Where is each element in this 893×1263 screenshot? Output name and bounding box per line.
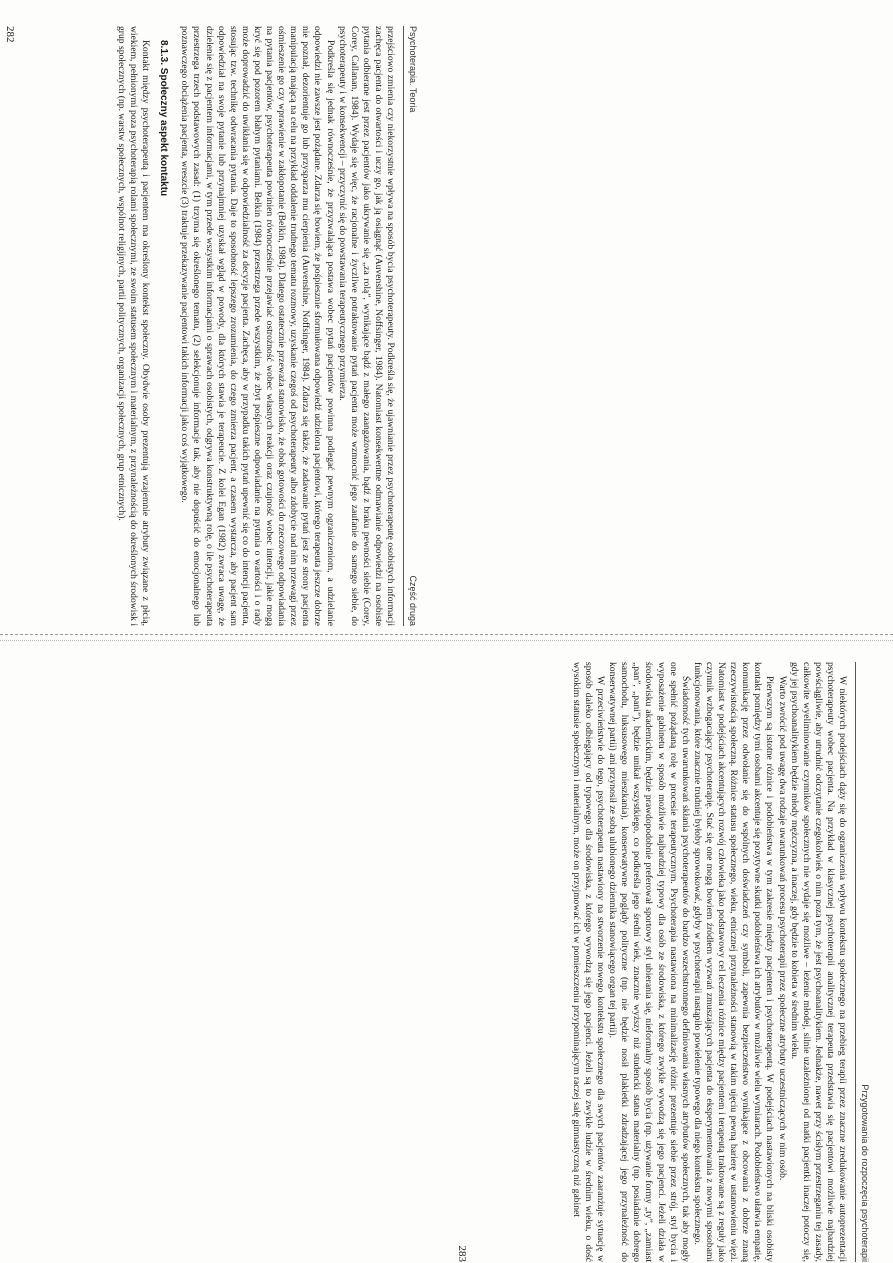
running-head-part: Część druga xyxy=(408,575,418,626)
running-head xyxy=(403,26,420,626)
paragraph: Świadomość tych uwarunkowań skłania psychoterapeutów do bardzo wszechstronnego definiowania własnych atrybutów społecznych, tak aby mogły one spełnić pożądaną rolę w procesie terapeutycznym. Psychoterapia nastawiona na minimalizację różnic prezentuje siebie przez strój, styl bycia i wyposażenie gabinetu w sposób możliwie najbardziej typowy dla osób ze środowiska, z którego zwykle wywodzą się jego pacjenci. Jeżeli działa w środowisku akademickim, będzie prawdopodobnie preferował sportowy styl ubierania się, nieformalny sposób bycia (np. używanie formy „ty”, „zamiast „pan”, „pani”), będzie unikał wszystkiego, co podkreśla jego średni wiek, znacznie wyższy niż studencki status materialny (np. posiadanie dobrego samochodu, luksusowego mieszkania), konserwatywne poglądy polityczne (np. nie będzie nosił plakietki zdradzającej jego przynależność do konserwatywnej partii) ani przynosił ze sobą ulubionego dziennika stanowiącego organ tej partii). xyxy=(607,662,691,1262)
paragraph: Warto zwrócić pod uwagę dwa rodzaje uwarunkowań procesu psychoterapii przez społeczne atrybuty uczestniczących w nim osób. xyxy=(776,676,788,1181)
page-body xyxy=(20,26,396,626)
section-heading: 8.1.3. Społeczny aspekt kontaktu xyxy=(158,40,170,197)
paragraph: Kontakt między psychoterapeutą i pacjentem ma określony kontekst społeczny. Obydwie osoby prezentują wzajemnie atrybuty związane z płcią, wiekiem, pełnionymi poza psychoterapią rolami społecznymi, ze swoim statusem społecznym i materialnym, z przynależnością do określonych środowisk i grup społecznych (np. warstw społecznych, wspólnot religijnych, partii politycznych, organizacji społecznych, grup etnicznych). xyxy=(116,26,152,626)
page-number: 282 xyxy=(4,26,16,43)
paragraph: przejściowo zmienia czy niekorzystnie wpływa na sposób bycia psychoterapeuty. Podkreśla się, że ujawnianie przez psychoterapeutę osobistych informacji zachęca pacjenta do otwartości i uczy go, jak ją osiągnąć (Auvenshine, Noffsinger, 1984). Natomiast konsekwentne odmawianie odpowiedzi na osobiste pytania odbierane jest przez pacjentów jako ukrywanie się „za rolą”, wynikające bądź z małego zaangażowania, bądź z braku pewności siebie (Corey, Corey, Callanan, 1984). Wydaje się więc, że racjonalne i życzliwe potraktowanie pytań pacjenta może wzmocnić jego zaufanie do samego siebie, do psychoterapeuty i w konsekwencji – przyczynić się do powstawania terapeutycznego przymierza. xyxy=(336,26,396,626)
paragraph: W niektórych podejściach dąży się do ograniczenia wpływu kontekstu społecznego na przebieg terapii przez znaczne zredukowanie autoprezentacji psychoterapeuty wobec pacjenta. Na przykład w klasycznej psychoterapii analitycznej terapeuta przedstawia się pacjentowi możliwie najbardziej powściągliwie, aby utrudnić odczytanie czegokolwiek o nim poza tym, że jest psychoanalitykiem. Jednakże, nawet przy ścisłym przestrzeganiu tej zasady, całkowite wyeliminowanie czynników społecznych nie wydaje się możliwe – leżenie młodej, silnie uzależnionej od matki pacjentki inaczej potoczy się, gdy jej psychoanalitykiem będzie młody mężczyzna, a inaczej, gdy będzie to kobieta w średnim wieku. xyxy=(788,662,848,1262)
running-head-book-title: Psychoterapia. Teoria xyxy=(408,26,418,113)
paragraph: Podkreśla się jednak równocześnie, że przyzwalająca postawa wobec pytań pacjentów powinna podlegać pewnym ograniczeniom, a udzielanie odpowiedzi nie zawsze jest pożądane. Zdarza się bowiem, że pośpiesznie sformułowana odpowiedź udzielona pacjentowi, którego terapeuta jeszcze dobrze nie poznał, dezorientuje go lub przysparza mu cierpienia (Auvenshine, Noffsinger, 1984). Zdarza się także, że zadawanie pytań jest ze strony pacjenta manipulacją mającą na celu na przykład oddalenie trudnego tematu rozmowy, uzyskanie czegoś od psychoterapeuty albo zdobycie nad nim przewagi przez ośmieszenie go czy wprawienie w zakłopotanie (Belkin, 1984). Dlatego ostatecznie przeważa stanowisko, że obok gotowości do rzeczowego odpowiadania na pytania pacjentów, psychoterapeuta powinien równocześnie przejawiać ostrożność wobec własnych reakcji oraz czujność wobec intencji, jakie mogą kryć się pod pozorem błahym pytaniami. Belkin (1984) przestrzega przede wszystkim, że zbyt pośpieszne odpowiadanie na pytania o wartości i o rady może doprowadzić do uwikłania się w odpowiedzialność za decyzje pacjenta. Zachęca, aby w przypadku takich pytań upewnić się co do intencji pacjenta, stosując tzw. technikę odwracania pytania. Daje to sposobność lepszego zrozumienia, do czego zmierza pacjent, a czasem wystarcza, aby pacjent sam odpowiedział na swoje pytanie lub przynajmniej uzyskał wgląd w powody, dla których stawia je terapeucie. Z kolei Egan (1982) zwraca uwagę, że dzielenie się z pacjentem informacjami, w tym przede wszystkim informacjami o sprawach osobistych, odgrywa konstruktywną rolę, o ile psychoterapeuta przestrzega trzech podstawowych zasad: (1) trzyma się określonego tematu, (2) selekcjonuje informacje tak, aby nie dopuścić do emocjonalnego lub poznawczego obciążenia pacjenta, wreszcie (3) traktuje przekazywanie pacjentowi takich informacji jako coś wyjątkowego. xyxy=(179,26,336,626)
page-number: 283 xyxy=(456,1245,468,1262)
running-head xyxy=(855,662,872,1262)
running-head-chapter: Przygotowania do rozpoczęcia psychoterapii xyxy=(860,1084,870,1262)
page-283 xyxy=(452,662,872,1262)
paragraph: W przeciwieństwie do tego, psychoterapeuta nastawiony na stworzenie nowego kontekstu społecznego dla swych pacjentów zaaranżuje sytuację w sposób daleko odbiegający od typowego dla środowiska, z którego wywodzą się jego pacjenci. Jeżeli są to zwykle ludzie w średnim wieku, o dość wysokim statusie społecznym i materialnym, może on przyjmować ich w pomieszczeniu przypominającym raczej salę gimnastyczną niż gabinet xyxy=(570,662,607,1262)
page-body xyxy=(472,662,848,1262)
page-282 xyxy=(0,26,420,626)
page-gutter-shadow xyxy=(0,640,893,641)
paragraph: Pierwszym są istotne różnice i podobieństwa w tym zakresie między pacjentem i psychoterapeutą. W podejściach nastawionych na bliski osobisty kontakt pomiędzy tymi osobami akcentuje się pozytywne skutki podobieństwa ich atrybutów w możliwie wielu wymiarach. Podobieństwo ułatwia empatię, komunikację przez odwołanie się do wspólnych doświadczeń czy symboli, zapewnia bezpieczeństwo wynikające z obcowania z dobrze znaną rzeczywistością społeczną. Różnice statusu społecznego, wieku, etnicznej przynależności stanowią w takim ujęciu pewną barierę w ustanowieniu więzi. Natomiast w podejściach akcentujących rozwój człowieka jako podstawowy cel leczenia różnice między pacjentem i terapeutą traktowane są z reguły jako czynnik wzbogacający psychoterapię. Stać się one mogą bowiem źródłem wyzwań zmuszających pacjenta do eksperymentowania z nowymi sposobami funkcjonowania, które znacznie trudniej byłoby sprowokować, gdyby w psychoterapii nastąpiło powielenie typowego dla niego kontekstu społecznego. xyxy=(691,662,776,1262)
page-gutter xyxy=(0,634,893,635)
